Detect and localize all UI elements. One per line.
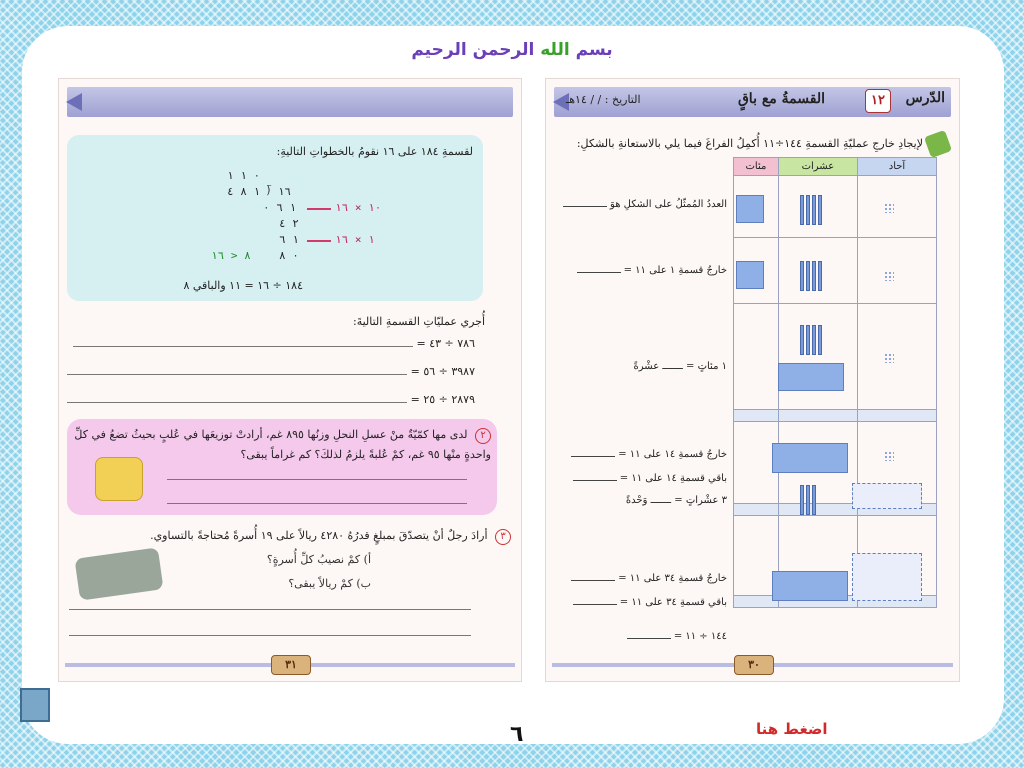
lesson-label: الدّرس <box>905 90 945 106</box>
question2-box <box>67 419 497 515</box>
ten-rod-icon <box>806 195 810 225</box>
page-header-bar <box>67 87 513 117</box>
question2-text: لدى مها كمّيّةٌ منْ عسلِ النحلِ وزنُها ٨٩٥ غم، أرادتْ توزيعَها في عُلبٍ بحيثُ تضعُ في كلِّ واحدةٍ منْها ٩٥ غم، كمْ عُلبةً يلزمُ لذلكَ؟ كم غراماً يبقى؟ <box>74 428 491 461</box>
divisor-dividend: ١٦ ⟌ ١ ٨ ٤ <box>227 185 292 198</box>
ten-rod-icon <box>806 325 810 355</box>
ten-rod-icon <box>818 325 822 355</box>
note-compare: ٨ < ١٦ <box>211 249 251 262</box>
ten-rod-icon <box>812 261 816 291</box>
ten-rod-icon <box>800 485 804 515</box>
ones-dots-icon <box>884 353 894 363</box>
money-hand-icon <box>74 547 163 600</box>
note-ten-times: ١٠ × ١٦ <box>335 201 382 214</box>
basmala-part1: بسم <box>575 40 613 60</box>
ten-rod-icon <box>800 261 804 291</box>
ones-regroup-icon <box>852 483 922 509</box>
question3-text: أرادَ رجلٌ أنْ يتصدّقَ بمبلغٍ قدرُهُ ٤٢٨٠ ريالاً على ١٩ أُسرةً مُحتاجةً بالتساوي. <box>150 529 488 542</box>
regrouped-tens-icon <box>778 363 844 391</box>
row-quotient-34: خارجُ قسمةِ ٣٤ على ١١ = <box>568 573 727 584</box>
exercise1-item: ٣٩٨٧ ÷ ٥٦ = <box>67 365 475 378</box>
row-quotient-1: خارجُ قسمةِ ١ على ١١ = <box>574 265 727 276</box>
example-title: لقسمةِ ١٨٤ على ١٦ نقومُ بالخطواتِ التاليةِ: <box>276 145 473 158</box>
step-subtract-16: ١ ٦ <box>279 233 299 246</box>
row-remainder-34: باقي قسمةِ ٣٤ على ١١ = <box>570 597 727 608</box>
remainder-digits: ٠ ٨ <box>279 249 299 262</box>
lesson-header-bar <box>554 87 951 117</box>
question3-part-a: أ) كمْ نصيبُ كلِّ أُسرةٍ؟ <box>266 553 371 566</box>
answer-line <box>69 635 471 636</box>
page-number-badge: ٣٠ <box>734 655 774 675</box>
quotient-digits: ٠ ١ ١ <box>227 169 261 182</box>
lesson-title: القسمةُ مع باقٍ <box>737 91 825 107</box>
answer-line <box>69 609 471 610</box>
exercise1-item: ٢٨٧٩ ÷ ٢٥ = <box>67 393 475 406</box>
honey-jars-icon <box>95 457 143 501</box>
row-tens-to-ones: ٣ عشْراتٍ = ـــــــ وَحْدةً <box>625 495 727 506</box>
exit-door-icon[interactable] <box>20 688 50 722</box>
page-number-badge: ٣١ <box>271 655 311 675</box>
ten-rod-icon <box>812 325 816 355</box>
thirtyfour-ones-icon <box>772 571 848 601</box>
ten-rod-icon <box>806 261 810 291</box>
arrow-icon <box>307 208 331 210</box>
row-quotient-14: خارجُ قسمةِ ١٤ على ١١ = <box>568 449 727 460</box>
question3 <box>71 529 511 545</box>
column-ones: آحاد <box>857 158 936 176</box>
exercise1-item: ٧٨٦ ÷ ٤٣ = <box>73 337 476 350</box>
question3-number: ٣ <box>495 529 511 545</box>
hundred-block-icon <box>736 261 764 289</box>
ten-rod-icon <box>812 195 816 225</box>
row-final-division: ١٤٤ ÷ ١١ = <box>624 631 727 642</box>
pencil-icon <box>924 130 952 158</box>
instruction-text: لإيجادِ خارجِ عمليّةِ القسمةِ ١٤٤÷١١ أُكمِلُ الفراغَ فيما يلي بالاستعانةِ بالشكلِ: <box>576 137 923 150</box>
fourteen-tens-icon <box>772 443 848 473</box>
column-hundreds: مئات <box>734 158 779 176</box>
answer-line <box>167 503 467 504</box>
column-tens: عشرات <box>778 158 857 176</box>
ten-rod-icon <box>800 195 804 225</box>
remainder-box-icon <box>852 553 922 601</box>
ones-dots-icon <box>884 271 894 281</box>
division-result: ١٨٤ ÷ ١٦ = ١١ والباقي ٨ <box>183 279 303 292</box>
row-remainder-14: باقي قسمةِ ١٤ على ١١ = <box>570 473 727 484</box>
answer-line <box>167 479 467 480</box>
textbook-page-left <box>58 78 522 682</box>
worked-example-box <box>67 135 483 301</box>
row-hundreds-to-tens: ١ مئاتٍ = ـــــــ عشْرةً <box>633 361 727 372</box>
basmala-header <box>0 40 1024 60</box>
ones-dots-icon <box>884 203 894 213</box>
header-triangle-icon <box>66 93 82 111</box>
lesson-date: التاريخ : / / ١٤هـ <box>566 93 641 106</box>
basmala-allah: الله <box>540 40 570 60</box>
step-24: ٢ ٤ <box>279 217 299 230</box>
ten-rod-icon <box>818 195 822 225</box>
textbook-page-right <box>545 78 960 682</box>
basmala-part2: الرحمن الرحيم <box>411 40 535 60</box>
question3-part-b: ب) كمْ ريالاً يبقى؟ <box>288 577 371 590</box>
ten-rod-icon <box>800 325 804 355</box>
ten-rod-icon <box>818 261 822 291</box>
hundred-block-icon <box>736 195 764 223</box>
question2-number: ٢ <box>475 428 491 444</box>
click-here-link[interactable]: اضغط هنا <box>756 720 828 738</box>
note-one-times: ١ × ١٦ <box>335 233 375 246</box>
exercise1-title: أُجري عمليّاتِ القسمةِ التاليةَ: <box>352 315 485 328</box>
row-represented-number: العددُ المُمثّلُ على الشكلِ هوَ <box>560 199 727 210</box>
ten-rod-icon <box>812 485 816 515</box>
ones-dots-icon <box>884 451 894 461</box>
arrow-icon <box>307 240 331 242</box>
slide-number: ٦ <box>510 722 524 747</box>
lesson-number: ١٢ <box>865 89 891 113</box>
ten-rod-icon <box>806 485 810 515</box>
step-subtract-160: ١ ٦ ٠ <box>263 201 297 214</box>
